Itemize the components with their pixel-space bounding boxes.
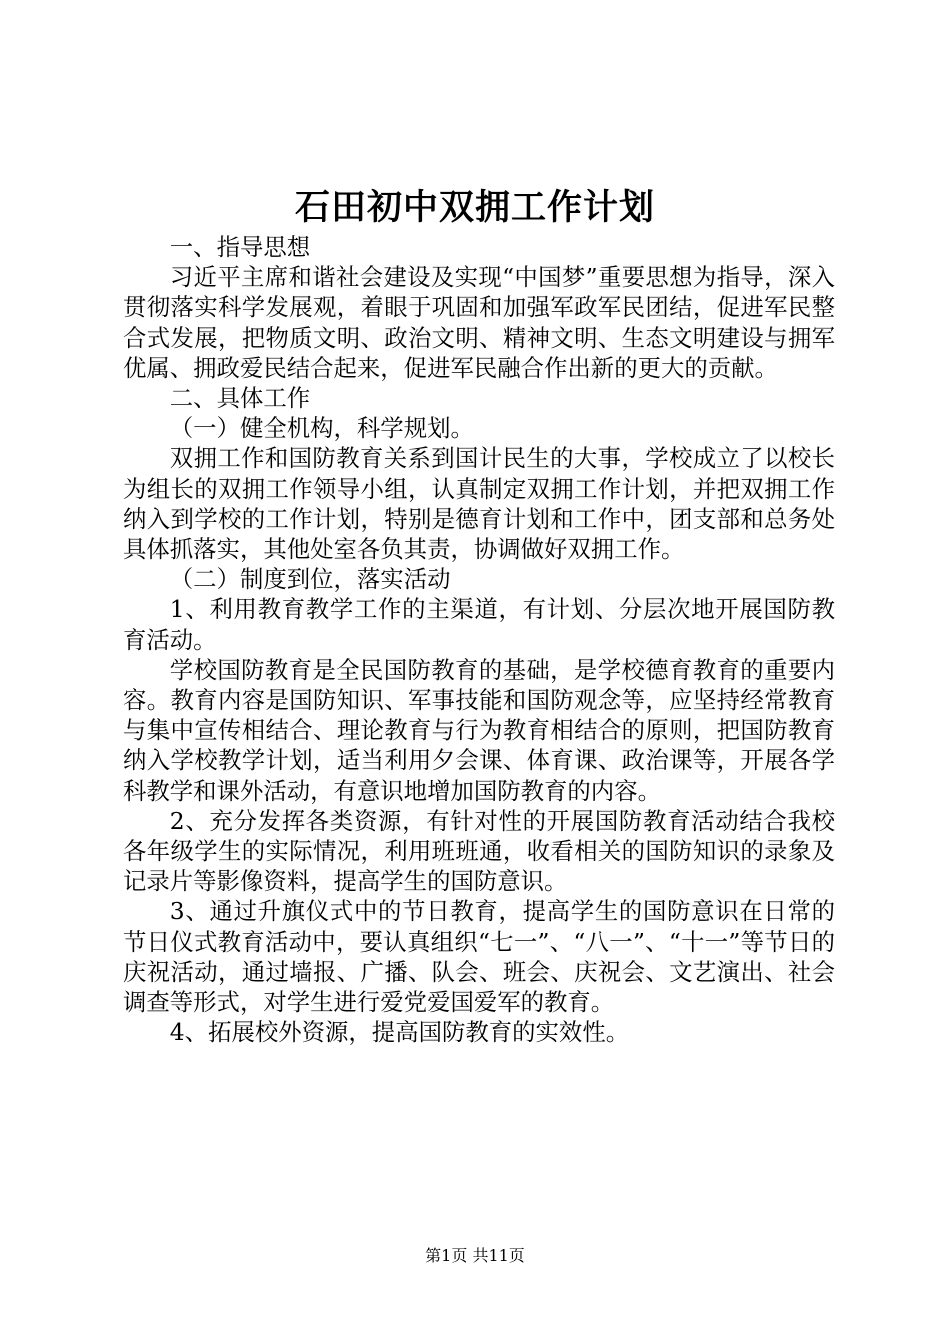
heading-guiding-ideology: 一、指导思想 <box>169 233 311 261</box>
paragraph-guiding-ideology: 习近平主席和谐社会建设及实现“中国梦”重要思想为指导，深入贯彻落实科学发展观，着眼于巩固和加强军政军民团结，促进军民整合式发展，把物质文明、政治文明、精神文明、生态文明建设与拥军优属、拥政爱民结合起来，促进军民融合作出新的更大的贡献。 <box>123 263 835 382</box>
page-footer: 第1页 共11页 <box>425 1246 525 1265</box>
list-item-3: 3、通过升旗仪式中的节日教育，提高学生的国防意识在日常的节日仪式教育活动中，要认真组织“七一”、“八一”、“十一”等节日的庆祝活动，通过墙报、广播、队会、班会、庆祝会、文艺演出、社会调查等形式，对学生进行爱党爱国爱军的教育。 <box>123 897 835 1017</box>
heading-specific-work: 二、具体工作 <box>169 384 311 413</box>
subheading-system-activities: （二）制度到位，落实活动 <box>169 565 451 594</box>
paragraph-organization: 双拥工作和国防教育关系到国计民生的大事，学校成立了以校长为组长的双拥工作领导小组，认真制定双拥工作计划，并把双拥工作纳入到学校的工作计划，特别是德育计划和工作中，团支部和总务处具体抓落实，其他处室各负其责，协调做好双拥工作。 <box>123 444 835 564</box>
paragraph-defense-education: 学校国防教育是全民国防教育的基础，是学校德育教育的重要内容。教育内容是国防知识、军事技能和国防观念等，应坚持经常教育与集中宣传相结合、理论教育与行为教育相结合的原则，把国防教育纳入学校教学计划，适当利用夕会课、体育课、政治课等，开展各学科教学和课外活动，有意识地增加国防教育的内容。 <box>123 655 835 805</box>
document-body <box>123 232 835 1047</box>
document-title: 石田初中双拥工作计划 <box>294 187 655 228</box>
list-item-4: 4、拓展校外资源，提高国防教育的实效性。 <box>169 1018 630 1047</box>
subheading-organization: （一）健全机构，科学规划。 <box>169 414 474 443</box>
list-item-2: 2、充分发挥各类资源，有针对性的开展国防教育活动结合我校各年级学生的实际情况，利用班班通，收看相关的国防知识的录象及记录片等影像资料，提高学生的国防意识。 <box>123 806 835 896</box>
list-item-1: 1、利用教育教学工作的主渠道，有计划、分层次地开展国防教育活动。 <box>123 595 835 654</box>
